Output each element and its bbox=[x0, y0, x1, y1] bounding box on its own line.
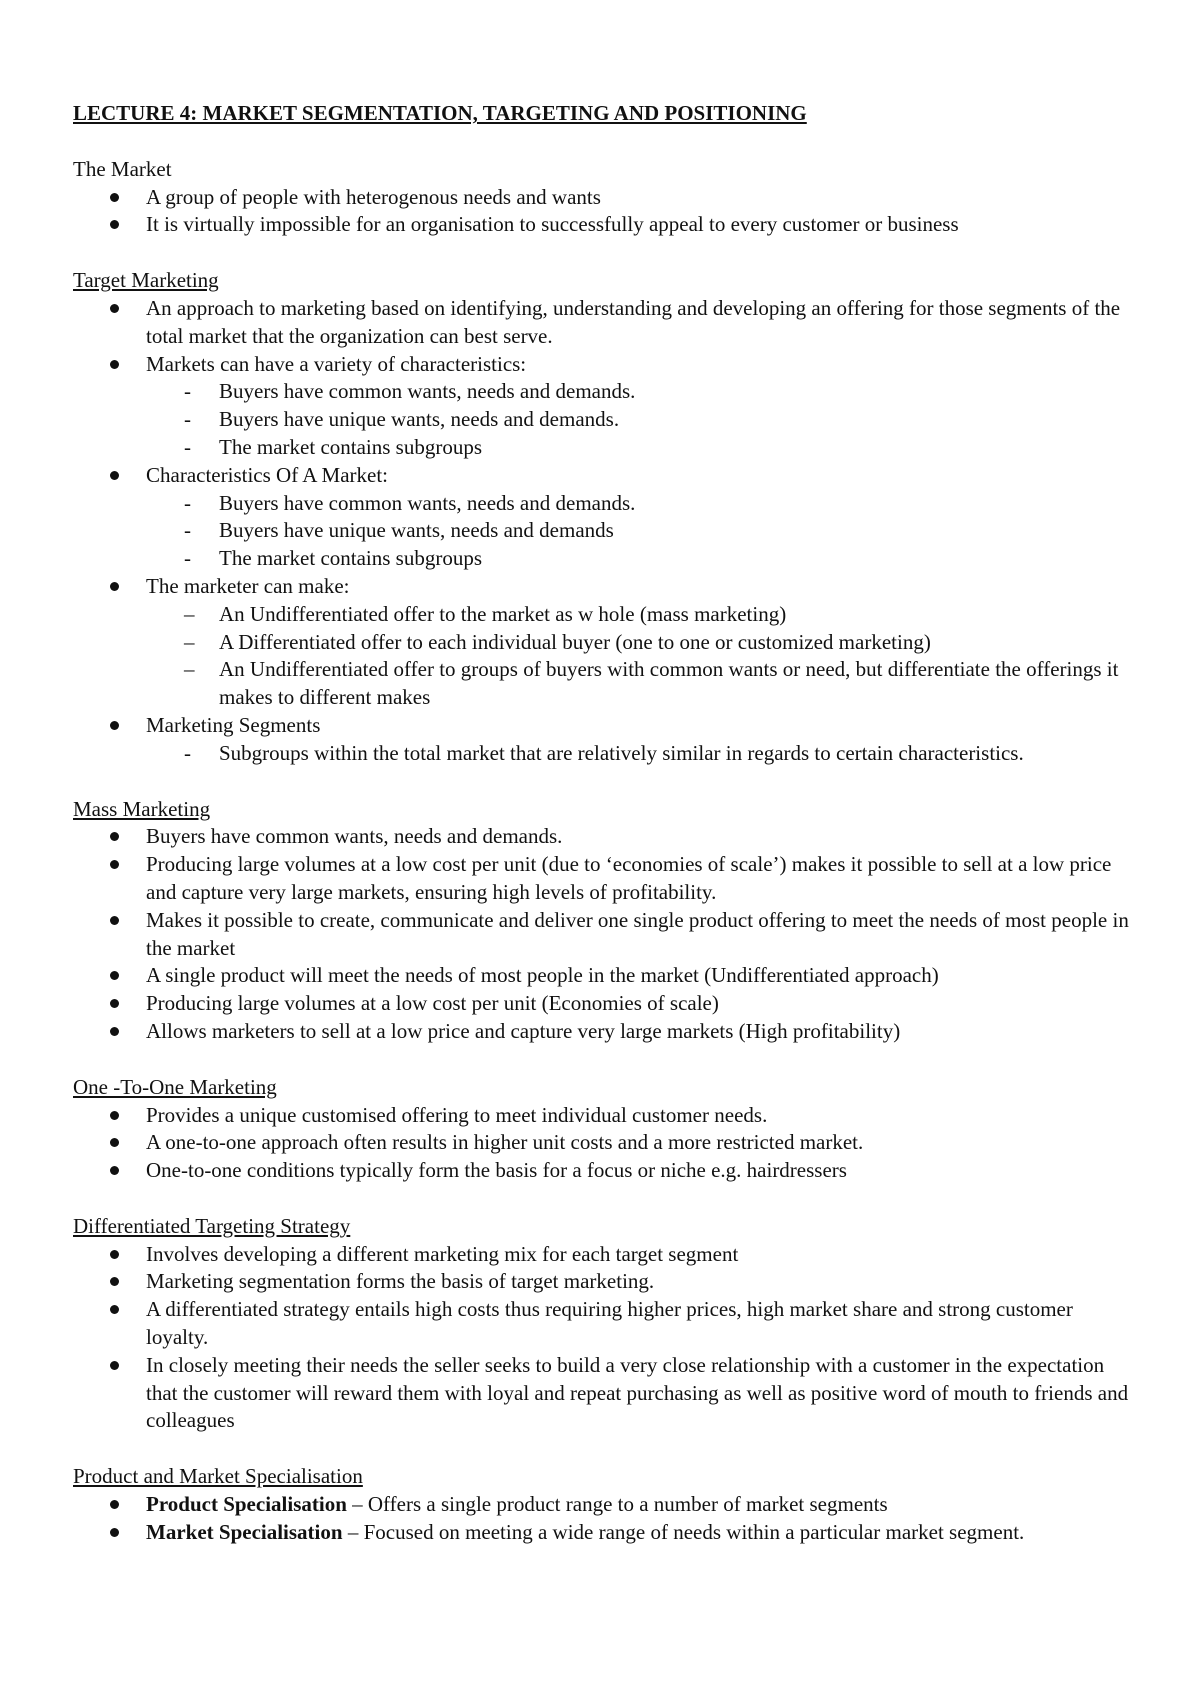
list-item: Marketing segmentation forms the basis of target marketing. bbox=[73, 1268, 1133, 1296]
section-heading: One -To-One Marketing bbox=[73, 1074, 277, 1099]
list-item: Buyers have common wants, needs and demands. bbox=[73, 823, 1133, 851]
section-differentiated bbox=[73, 1213, 1133, 1435]
sub-item: - Buyers have common wants, needs and demands. bbox=[184, 379, 636, 404]
section-mass-marketing bbox=[73, 796, 1133, 1046]
list-item-text: Marketing Segments bbox=[146, 712, 321, 737]
section-specialisation bbox=[73, 1463, 1133, 1546]
list-item: One-to-one conditions typically form the basis for a focus or niche e.g. hairdressers bbox=[73, 1157, 1133, 1185]
list-item: It is virtually impossible for an organisation to successfully appeal to every customer or business bbox=[73, 211, 1133, 239]
section-heading: Mass Marketing bbox=[73, 796, 211, 821]
sub-item: - The market contains subgroups bbox=[184, 434, 483, 459]
sub-item: – An Undifferentiated offer to the market as w hole (mass marketing) bbox=[184, 601, 787, 626]
sub-list bbox=[146, 378, 1133, 461]
page-title: LECTURE 4: MARKET SEGMENTATION, TARGETING AND POSITIONING bbox=[73, 101, 807, 125]
bullet-list bbox=[73, 295, 1133, 768]
sub-list bbox=[146, 740, 1133, 768]
list-item bbox=[73, 1491, 1133, 1519]
bullet-list bbox=[73, 1241, 1133, 1436]
sub-item: - Buyers have unique wants, needs and demands. bbox=[184, 407, 620, 432]
bullet-list bbox=[73, 184, 1133, 240]
list-item: Makes it possible to create, communicate and deliver one single product offering to meet the needs of most people in the market bbox=[73, 907, 1133, 963]
bullet-list bbox=[73, 823, 1133, 1045]
list-item: An approach to marketing based on identifying, understanding and developing an offering for those segments of the total market that the organization can best serve. bbox=[73, 295, 1133, 351]
list-item bbox=[73, 712, 1133, 768]
list-item: Provides a unique customised offering to meet individual customer needs. bbox=[73, 1102, 1133, 1130]
document-page bbox=[73, 100, 1133, 1575]
definition: – Focused on meeting a wide range of needs within a particular market segment. bbox=[342, 1519, 1025, 1544]
list-item bbox=[73, 462, 1133, 573]
sub-item: - The market contains subgroups bbox=[184, 546, 483, 571]
list-item-text: Characteristics Of A Market: bbox=[146, 462, 389, 487]
section-target-marketing bbox=[73, 267, 1133, 767]
list-item: A one-to-one approach often results in higher unit costs and a more restricted market. bbox=[73, 1129, 1133, 1157]
list-item: A differentiated strategy entails high costs thus requiring higher prices, high market share and strong customer loyalty. bbox=[73, 1296, 1133, 1352]
list-item-text: The marketer can make: bbox=[146, 573, 350, 598]
bullet-list bbox=[73, 1102, 1133, 1185]
sub-list bbox=[146, 601, 1133, 712]
bullet-list bbox=[73, 1491, 1133, 1547]
list-item: Producing large volumes at a low cost per unit (Economies of scale) bbox=[73, 990, 1133, 1018]
list-item bbox=[73, 1519, 1133, 1547]
section-the-market bbox=[73, 156, 1133, 239]
sub-item: - Buyers have unique wants, needs and demands bbox=[184, 518, 614, 543]
list-item: A single product will meet the needs of most people in the market (Undifferentiated approach) bbox=[73, 962, 1133, 990]
section-one-to-one bbox=[73, 1074, 1133, 1185]
sub-list bbox=[146, 490, 1133, 573]
list-item bbox=[73, 351, 1133, 462]
list-item: A group of people with heterogenous needs and wants bbox=[73, 184, 1133, 212]
section-heading: Product and Market Specialisation bbox=[73, 1464, 363, 1489]
section-heading: Differentiated Targeting Strategy bbox=[73, 1213, 351, 1238]
term: Market Specialisation bbox=[146, 1519, 343, 1544]
list-item: In closely meeting their needs the seller seeks to build a very close relationship with a customer in the expectation that the customer will reward them with loyal and repeat purchasing as well as positive word of mouth to friends and colleagues bbox=[73, 1352, 1133, 1435]
list-item: Allows marketers to sell at a low price and capture very large markets (High profitability) bbox=[73, 1018, 1133, 1046]
section-heading: Target Marketing bbox=[73, 268, 219, 293]
list-item: Involves developing a different marketing mix for each target segment bbox=[73, 1241, 1133, 1269]
list-item: Producing large volumes at a low cost per unit (due to ‘economies of scale’) makes it possible to sell at a low price and capture very large markets, ensuring high levels of profitability. bbox=[73, 851, 1133, 907]
term: Product Specialisation bbox=[146, 1492, 347, 1517]
sub-item: - Buyers have common wants, needs and demands. bbox=[184, 490, 636, 515]
list-item bbox=[73, 573, 1133, 712]
section-heading: The Market bbox=[73, 156, 172, 181]
sub-item: – An Undifferentiated offer to groups of buyers with common wants or need, but differentiate the offerings it makes to different makes bbox=[184, 657, 1119, 710]
definition: – Offers a single product range to a number of market segments bbox=[346, 1492, 888, 1517]
list-item-text: Markets can have a variety of characteristics: bbox=[146, 351, 527, 376]
sub-item: – A Differentiated offer to each individual buyer (one to one or customized marketing) bbox=[184, 629, 931, 654]
sub-item: - Subgroups within the total market that are relatively similar in regards to certain characteristics. bbox=[184, 740, 1024, 765]
